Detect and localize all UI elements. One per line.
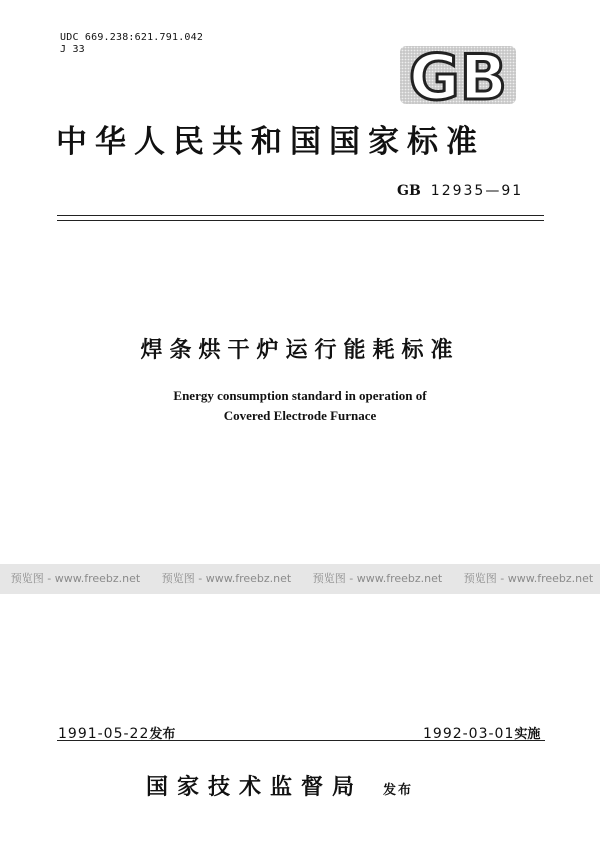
watermark-text: 预览图 - www.freebz.net (463, 572, 594, 585)
gb-logo-text: GB (408, 41, 508, 108)
english-document-title (0, 386, 600, 426)
watermark-band (0, 564, 600, 594)
udc-block (60, 32, 203, 56)
classification-code: J 33 (60, 44, 85, 55)
divider-top (57, 215, 544, 216)
implementation-label: 实施 (514, 727, 541, 742)
standard-number-value: 12935—91 (430, 183, 524, 199)
publish-label: 发布 (383, 783, 414, 798)
publisher-name: 国家技术监督局 (146, 774, 364, 800)
issue-date-value: 1991-05-22 (58, 726, 150, 742)
divider-bottom (57, 740, 545, 741)
chinese-document-title: 焊条烘干炉运行能耗标准 (140, 337, 460, 363)
standard-number (397, 183, 523, 199)
issue-label: 发布 (149, 727, 176, 742)
english-title-line-2: Covered Electrode Furnace (223, 408, 377, 423)
watermark-text: 预览图 - www.freebz.net (312, 572, 443, 585)
english-title-line-1: Energy consumption standard in operation of (173, 388, 427, 403)
implementation-date-value: 1992-03-01 (423, 726, 515, 742)
national-standard-title: 中华人民共和国国家标准 (56, 124, 485, 160)
gb-logo (398, 40, 518, 108)
divider-top-secondary (57, 220, 544, 221)
watermark-text: 预览图 - www.freebz.net (10, 572, 141, 585)
watermark-text: 预览图 - www.freebz.net (161, 572, 292, 585)
standard-prefix: GB (397, 183, 421, 199)
publisher-line (146, 770, 413, 801)
udc-code: UDC 669.238:621.791.042 (60, 32, 204, 43)
